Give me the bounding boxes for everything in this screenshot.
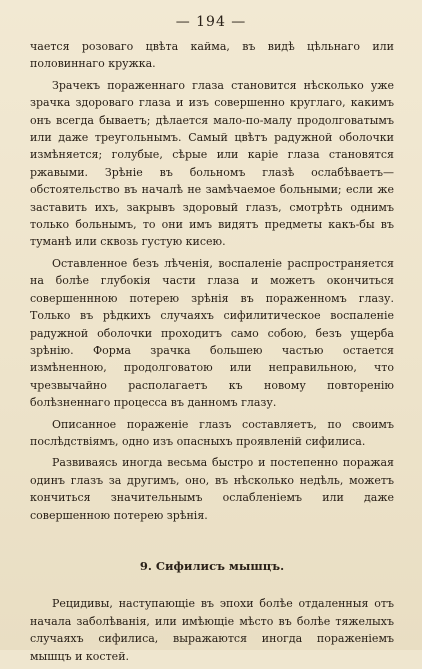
paragraph: Зрачекъ пораженнаго глаза становится нѣсколько уже зрачка здороваго глаза и изъ совершенно круглаго, какимъ онъ всегда бываетъ; дѣлается мало-по-малу продолговатымъ или даже треугольнымъ. Самый цвѣтъ радужной оболочки измѣняется; голубые, сѣрые или каріе глаза становятся ржавыми. Зрѣніе въ больномъ глазѣ ослабѣваетъ—обстоятельство въ началѣ не замѣчаемое больными; если же заставить ихъ, закрывъ здоровый глазъ, смотрѣть однимъ только больнымъ, то они имъ видятъ предметы какъ-бы въ туманѣ или сквозь густую кисею.: [30, 78, 394, 249]
paragraph: Развиваясь иногда весьма быстро и постепенно поражая одинъ глазъ за другимъ, оно, въ нѣсколько недѣль, можетъ кончиться значительнымъ ослабленіемъ или даже совершенною потерею зрѣнія.: [30, 456, 394, 522]
paragraph: Оставленное безъ лѣченія, воспаленіе распространяется на болѣе глубокія части глаза и можетъ окончиться совершеннною потерею зрѣнія въ пораженномъ глазу. Только въ рѣдкихъ случаяхъ сифилитическое воспаленіе радужной оболочки проходитъ само собою, безъ ущерба зрѣнію. Форма зрачка большею частью остается измѣненною, продолговатою или неправильною, что чрезвычайно располагаетъ къ новому повторенію болѣзненнаго процесса въ данномъ глазу.: [30, 256, 394, 410]
page-text: [30, 38, 394, 669]
paragraph: чается розоваго цвѣта кайма, въ видѣ цѣльнаго или половиннаго кружка.: [30, 40, 394, 71]
page-number: — 194 —: [175, 14, 247, 30]
paragraph: Описанное пораженіе глазъ составляетъ, по своимъ послѣдствіямъ, одно изъ опасныхъ проявленій сифилиса.: [30, 417, 394, 448]
section-heading: 9. Сифилисъ мышцъ.: [139, 558, 285, 573]
paragraph: Рецидивы, наступающіе въ эпохи болѣе отдаленныя отъ начала заболѣванія, или имѣющіе мѣсто въ болѣе тяжелыхъ случаяхъ сифилиса, выражаются иногда пораженіемъ мышцъ и костей.: [30, 597, 394, 663]
